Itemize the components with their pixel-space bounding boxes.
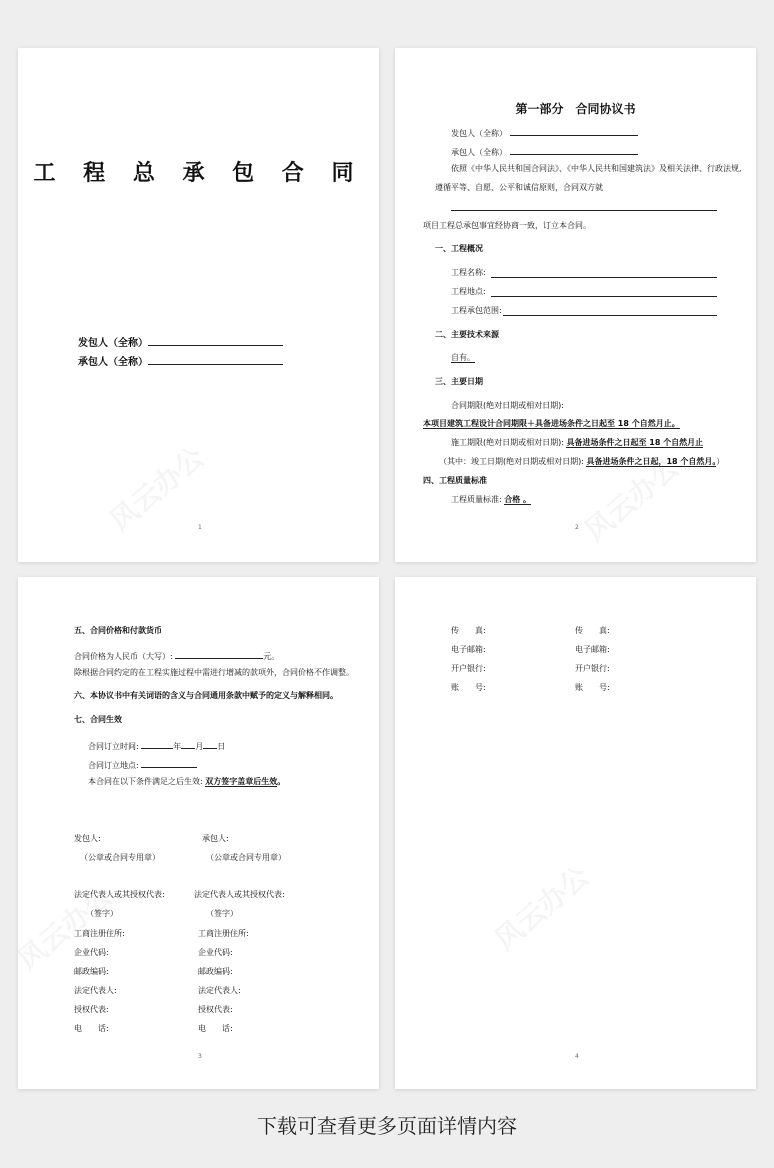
sign-time: 合同订立时间: 年 月 日 <box>88 739 225 752</box>
section-3-heading: 三、主要日期 <box>435 377 483 386</box>
right-email: 电子邮箱: <box>575 645 610 654</box>
download-caption: 下载可查看更多页面详情内容 <box>257 1114 517 1138</box>
right-sign: （签字） <box>206 909 238 918</box>
sign-place: 合同订立地点: <box>88 758 197 771</box>
section-5-heading: 五、合同价格和付款货币 <box>74 626 162 635</box>
price-note: 除根据合同约定的在工程实施过程中需进行增减的款项外，合同价格不作调整。 <box>74 668 354 677</box>
right-rep: 法定代表人或其授权代表: <box>194 890 285 899</box>
right-postcode: 邮政编码: <box>198 967 233 976</box>
page-1-cover <box>18 48 379 562</box>
left-auth-rep: 授权代表: <box>74 1005 109 1014</box>
left-legal-rep: 法定代表人: <box>74 986 117 995</box>
cover-contractor-label: 承包人（全称） <box>78 353 283 368</box>
design-period-text: 本项目建筑工程设计合同期限＋具备进场条件之日起至 18 个自然月止。 <box>423 419 680 428</box>
cover-title: 工 程 总 承 包 合 同 <box>33 161 364 186</box>
watermark <box>18 876 120 979</box>
left-party: 发包人: <box>74 834 101 843</box>
left-rep: 法定代表人或其授权代表: <box>74 890 165 899</box>
section-1-heading: 一、工程概况 <box>435 244 483 253</box>
project-blank-line <box>451 210 717 211</box>
contract-price: 合同价格为人民币（大写）: 元。 <box>74 649 279 662</box>
project-scope-label: 工程承包范围: <box>451 306 502 315</box>
construction-period: 施工期限(绝对日期或相对日期): 具备进场条件之日起至 18 个自然月止 <box>451 438 704 447</box>
contractor-name-blank <box>148 355 283 365</box>
left-address: 工商注册住所: <box>74 929 125 938</box>
project-name-label: 工程名称: <box>451 268 486 277</box>
watermark <box>485 856 597 959</box>
section-6-heading: 六、本协议书中有关词语的含义与合同通用条款中赋予的定义与解释相同。 <box>74 691 338 700</box>
contractor-line: 承包人（全称） <box>451 145 638 158</box>
right-legal-rep: 法定代表人: <box>198 986 241 995</box>
right-bank: 开户银行: <box>575 664 610 673</box>
completion-date: （其中：竣工日期(绝对日期或相对日期): 具备进场条件之日起，18 个自然月。） <box>439 457 725 466</box>
right-seal: （公章或合同专用章） <box>206 853 286 862</box>
section-4-heading: 四、工程质量标准 <box>423 476 487 485</box>
consensus-text: 项目工程总承包事宜经协商一致，订立本合同。 <box>423 221 591 230</box>
employer-line: 发包人（全称） <box>451 126 638 139</box>
tech-source-value: 自有。 <box>451 353 475 362</box>
left-bank: 开户银行: <box>451 664 486 673</box>
left-email: 电子邮箱: <box>451 645 486 654</box>
agreement-title: 第一部分 合同协议书 <box>515 102 636 116</box>
page-2-agreement <box>395 48 756 562</box>
page-3-agreement-cont <box>18 577 379 1089</box>
right-fax: 传 真: <box>575 626 610 635</box>
basis-line-2: 遵循平等、自愿、公平和诚信原则，合同双方就 <box>435 183 603 192</box>
left-account: 账 号: <box>451 683 486 692</box>
right-address: 工商注册住所: <box>198 929 249 938</box>
left-postcode: 邮政编码: <box>74 967 109 976</box>
page-number: 2 <box>575 524 579 531</box>
page-4-contact-info <box>395 577 756 1089</box>
left-phone: 电 话: <box>74 1024 109 1033</box>
page-number: 4 <box>575 1053 579 1060</box>
right-code: 企业代码: <box>198 948 233 957</box>
page-number: 3 <box>198 1053 202 1060</box>
watermark <box>100 437 212 540</box>
cover-employer-label: 发包人（全称） <box>78 334 283 349</box>
page-number: 1 <box>198 524 202 531</box>
section-2-heading: 二、主要技术来源 <box>435 330 499 339</box>
left-seal: （公章或合同专用章） <box>80 853 160 862</box>
basis-line-1: 依照《中华人民共和国合同法》、《中华人民共和国建筑法》及相关法律、行政法规, <box>451 164 742 173</box>
left-sign: （签字） <box>86 909 118 918</box>
right-auth-rep: 授权代表: <box>198 1005 233 1014</box>
contract-period-label: 合同期限(绝对日期或相对日期): <box>451 401 564 410</box>
project-site-label: 工程地点: <box>451 287 486 296</box>
employer-name-blank <box>148 336 283 346</box>
right-party: 承包人: <box>202 834 229 843</box>
effective-condition: 本合同在以下条件满足之后生效: 双方签字盖章后生效。 <box>88 777 286 786</box>
right-account: 账 号: <box>575 683 610 692</box>
quality-standard: 工程质量标准: 合格 。 <box>451 495 532 504</box>
right-phone: 电 话: <box>198 1024 233 1033</box>
left-fax: 传 真: <box>451 626 486 635</box>
section-7-heading: 七、合同生效 <box>74 715 122 724</box>
left-code: 企业代码: <box>74 948 109 957</box>
